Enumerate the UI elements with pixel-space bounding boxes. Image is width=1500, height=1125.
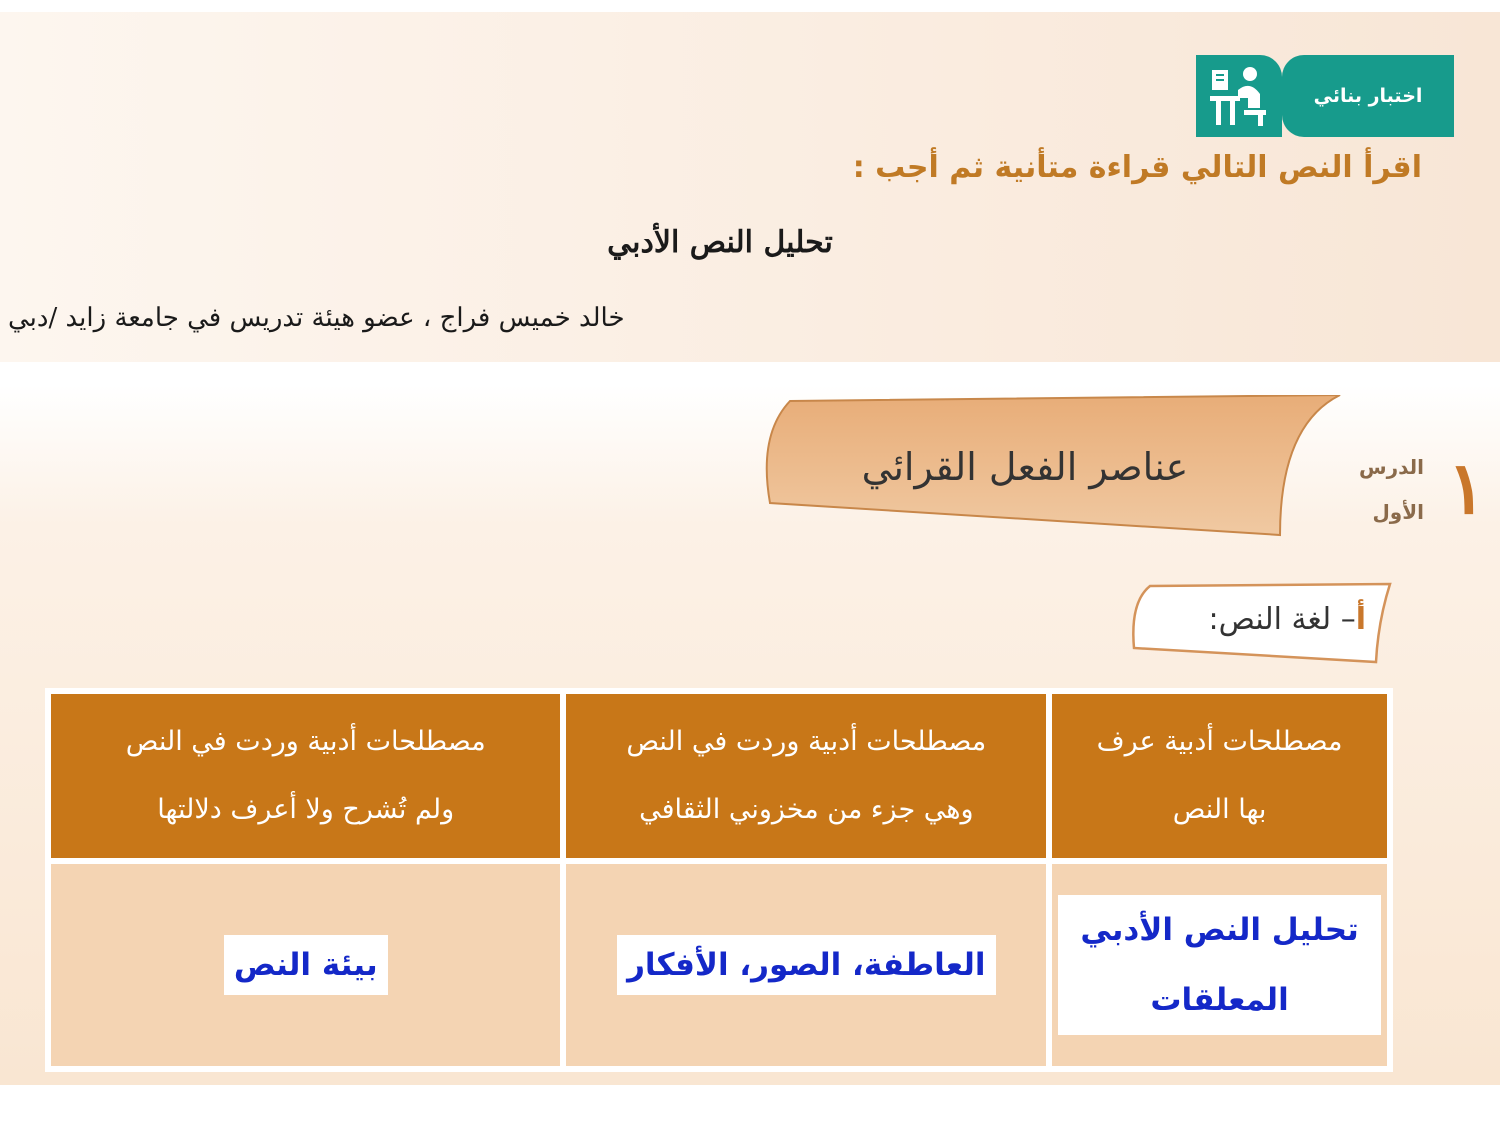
section-tag: [1130, 582, 1392, 664]
header-line: مصطلحات أدبية وردت في النص: [125, 726, 486, 757]
answer-box: [1058, 895, 1380, 1035]
section-title: – لغة النص:: [1208, 602, 1356, 637]
badge-label-box: [1282, 55, 1454, 137]
table-answer-cell: [563, 861, 1049, 1069]
header-line: وهي جزء من مخزوني الثقافي: [639, 794, 974, 825]
lesson-title: عناصر الفعل القرائي: [861, 445, 1189, 489]
document-title: تحليل النص الأدبي: [607, 225, 833, 260]
header-line: بها النص: [1172, 794, 1267, 825]
table-row: [48, 861, 1390, 1069]
answer-line: تحليل النص الأدبي: [1080, 912, 1359, 948]
section-letter: أ: [1355, 602, 1366, 637]
header-line: مصطلحات أدبية وردت في النص: [626, 726, 987, 757]
table-header-cell: [1049, 691, 1390, 861]
instruction-text: اقرأ النص التالي قراءة متأنية ثم أجب :: [852, 150, 1422, 185]
badge-label: اختبار بنائي: [1313, 85, 1423, 107]
student-at-desk-icon: [1196, 55, 1282, 137]
lesson-title-banner: [760, 395, 1290, 535]
answer-box: العاطفة، الصور، الأفكار: [617, 935, 995, 995]
literary-terms-table: [45, 688, 1393, 1072]
lesson-label-line2: الأول: [1372, 500, 1424, 524]
formative-test-badge: [1196, 55, 1458, 137]
answer-box: بيئة النص: [224, 935, 388, 995]
header-line: ولم تُشرح ولا أعرف دلالتها: [157, 794, 455, 825]
table-header-row: [48, 691, 1390, 861]
header-line: مصطلحات أدبية عرف: [1096, 726, 1343, 757]
author-line: خالد خميس فراج ، عضو هيئة تدريس في جامعة زايد /دبي: [8, 303, 625, 333]
answer-line: المعلقات: [1150, 982, 1289, 1018]
lesson-number: ١: [1447, 445, 1486, 530]
table-header-cell: [48, 691, 563, 861]
table-answer-cell: [48, 861, 563, 1069]
table-header-cell: [563, 691, 1049, 861]
lesson-label-line1: الدرس: [1358, 455, 1424, 479]
table-answer-cell: [1049, 861, 1390, 1069]
section-heading: [1209, 602, 1366, 637]
